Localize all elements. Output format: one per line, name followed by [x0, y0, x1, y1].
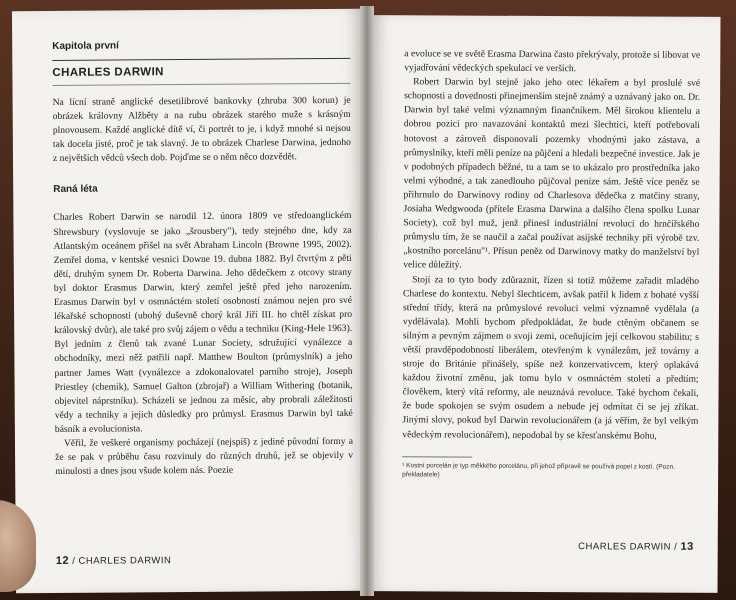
right-running-head: CHARLES DARWIN	[578, 541, 672, 553]
body-paragraph-2: Věřil, že veškeré organismy pocházejí (nejspíš) z jediné původní formy a že se pak v průběhu času rozvinuly do různých druhů, jež se objevily v minulosti a dnes jsou všude kolem nás. Poezie	[55, 435, 354, 478]
left-running-head: CHARLES DARWIN	[78, 555, 172, 567]
body-paragraph-3: Robert Darwin byl stejně jako jeho otec lékařem a byl proslulé své schopnosti a dovednosti přinejmenším stejně známý a uznávaný jako on. Dr. Darwin byl také velmi významným finančníkem. Měl širokou klientelu a dobrou pozici pro navazování kontaktů mezi šlechtici, kteří potřebovali hotovost a zároveň disponovali pozemky vhodnými jako zástava, a průmyslníky, kteří měli peníze na půjčení a hledali bezpečné investice. Jak je v podobných případech běžné, tu a tam se to ukázalo pro prostředníka jako velmi výhodné, a tak zanedlouho půjčoval peníze sám. Ještě více peněz se přihrnulo do Darwinovy rodiny od Charlesova dědečka z matčiny strany, Josiaha Wedgwooda (přítele Erasma Darwina a dalšího člena spolku Lunar Society), což byl muž, jenž přinesl industriální revoluci do hrnčířského průmyslu tím, že se naučil a začal používat asijské techniky při výrobě tzv. „kostního porcelánu"¹. Přísun peněz od Darwinovy matky do manželství byl velice důležitý.	[403, 76, 701, 271]
left-folio-sep: /	[69, 555, 79, 567]
chapter-rule-bottom	[52, 83, 350, 86]
right-page-content	[402, 47, 700, 480]
book-gutter	[360, 6, 374, 596]
body-paragraph-1: Charles Robert Darwin se narodil 12. února 1809 ve středoanglickém Shrewsbury (vyslovuje se jako „šrousbery"), tedy stejného dne, kdy za Atlantským oceánem přišel na svět Abraham Lincoln (Browne 1995, 2002). Zemřel doma, v kentské vesnici Downe 19. dubna 1882. Byl čtvrtým z pěti dětí, druhým synem Dr. Roberta Darwina. Jeho dědečkem z otcovy strany byl doktor Erasmus Darwin, který zemřel ještě před jeho narozením. Erasmus Darwin byl v osmnáctém století osobností známou nejen pro své lékařské schopnosti (ubohý duševně chorý král Jiří III. ho chtěl získat pro královský dvůr), ale také pro svůj zájem o vědu a techniku (King-Hele 1963). Byl jedním z členů tak zvané Lunar Society, sdružující vynálezce a obchodníky, mezi něž patřili např. Matthew Boulton (průmyslník) a jeho partner James Watt (vynálezce a zdokonalovatel parního stroje), Joseph Priestley (chemik), Samuel Galton (zbrojař) a William Withering (botanik, objevitel náprstníku). Scházeli se jednou za měsíc, aby probrali záležitosti vědy a techniky a jejich důsledky pro průmysl. Erasmus Darwin byl také básník a evolucionista.	[53, 210, 353, 435]
chapter-label: Kapitola první	[52, 40, 119, 52]
left-page-number: 12	[55, 554, 70, 567]
body-paragraph-4: Stojí za to tyto body zdůraznit, řízen si totiž můžeme zařadit mladého Charlese do kontextu. Nebyl šlechticem, avšak patřil k lidem z bohaté vyšší střední třídy, která na průmyslové revoluci velmi významně vydělala (a vydělávala). Mohli bychom předpokládat, že bude ctěným občanem se silným a pevným zájmem o svoji zemi, oceňujícím její celkovou stabilitu; s větší pravděpodobností liberálem, otevřeným k vynálezům, jež továrny a stroje do Británie přinášely, spíše než konzervativcem, který oplakává každou životní změnu, jak tomu bylo v osmnáctém století a předtím; člověkem, který vítá reformy, ale neuznává revoluce. Také bychom čekali, že bude spokojen se svým osudem a nebude jej odmítat či se jej zříkat. Jinými slovy, pokud byl Darwin revolucionářem (a já věřím, že byl velkým vědeckým revolucionářem), nepodobal by se křesťanskému Bohu,	[402, 273, 700, 442]
right-page-number: 13	[680, 540, 694, 553]
right-folio	[578, 540, 694, 553]
continued-paragraph: a evoluce se ve světě Erasma Darwina často překrývaly, protože si libovat ve vyjadřování vědeckých spekulací ve verších.	[404, 48, 701, 75]
right-page	[367, 15, 720, 593]
chapter-title: CHARLES DARWIN	[52, 66, 164, 79]
footnote: ¹ Kostní porcelán je typ měkkého porcelánu, při jehož přípravě se používá popel z kostí. (Pozn. překladatele)	[402, 461, 675, 479]
intro-paragraph: Na lícní straně anglické desetilibrové bankovky (zhruba 300 korun) je obrázek královny Alžběty a na rubu obrázek starého muže s krásným plnovousem. Každé anglické dítě ví, či portrét to je, i když mnohé si nejsou tak docela jisté, proč je tak slavný. Je to obrázek Charlese Darwina, jednoho z největších vědců všech dob. Pojďme se o něm něco dozvědět.	[52, 94, 351, 165]
section-heading: Raná léta	[53, 184, 98, 196]
left-folio	[56, 554, 172, 567]
left-page-content	[52, 39, 353, 479]
footnote-rule	[402, 456, 472, 457]
chapter-rule-top	[52, 58, 350, 61]
left-page	[12, 9, 368, 593]
right-folio-sep: /	[671, 541, 681, 553]
